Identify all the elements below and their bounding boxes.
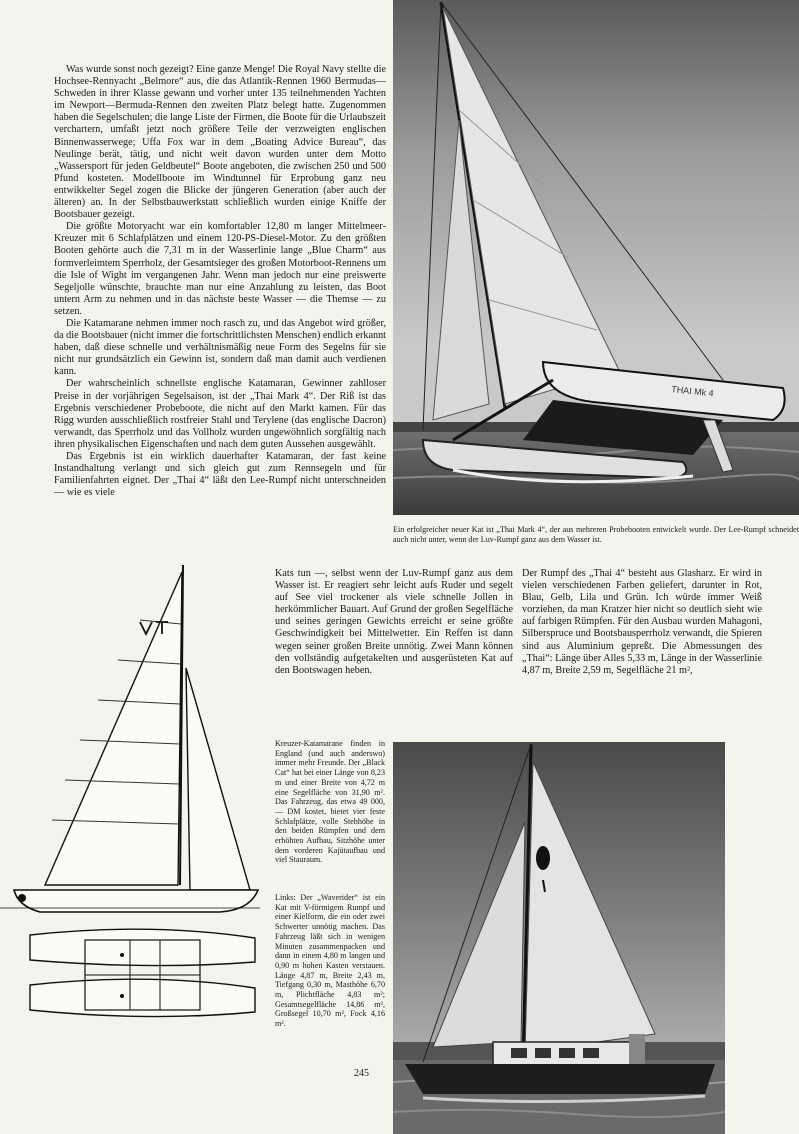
- paragraph-3: Die Katamarane nehmen immer noch rasch zu, und das Angebot wird größer, da die Bootsbauer (nicht immer die fortschrittlichsten Menschen) endlich erkannt haben, daß diese schnelle und verhältnismäßig neue Form des Segelns für sie nicht nur grundsätzlich ein Gewinn ist, sondern daß man damit auch verdienen kann.: [54, 317, 386, 378]
- drawing-waverider: [0, 560, 272, 1030]
- article-column-1: [54, 64, 386, 499]
- paragraph-col2: Kats tun —, selbst wenn der Luv-Rumpf ganz aus dem Wasser ist. Er reagiert sehr leicht aufs Ruder und segelt auf See viel trockener als viele schnelle Jollen in herkömmlicher Bauart. Auf Grund der großen Segelfläche und seines geringen Gewichts erreicht er seine größte Geschwindigkeit bei Mittelwetter. Ein Reffen ist dann wegen seiner großen Breite unnötig. Zwei Mann können den vollständig aufgetakelten und ausgerüsteten Kat auf den Bootswagen heben.: [275, 568, 513, 676]
- article-column-3: [522, 568, 762, 677]
- photo-black-cat: [393, 742, 725, 1134]
- caption-photo-top: Ein erfolgreicher neuer Kat ist „Thai Mark 4“, der aus mehreren Probebooten entwickelt wurde. Der Lee-Rumpf schneidet auch nicht unter, wenn der Luv-Rumpf ganz aus dem Wasser ist.: [393, 525, 799, 544]
- page-number: 245: [354, 1068, 369, 1079]
- paragraph-5: Das Ergebnis ist ein wirklich dauerhafter Katamaran, der fast keine Instandhaltung verlangt und sich gleich gut zum Rennsegeln und für Familienfahrten eignet. Der „Thai 4“ läßt den Lee-Rumpf nicht unterschneiden — wie es viele: [54, 451, 386, 499]
- paragraph-4: Der wahrscheinlich schnellste englische Katamaran, Gewinner zahlloser Preise in der vorjährigen Segelsaison, ist der „Thai Mark 4“. Der Riß ist das Ergebnis verschiedener Probeboote, die nicht auf den Markt kamen. Für das Rigg wurden ausschließlich rostfreier Stahl und Terylene (das englische Dacron) verwandt, das Sperrholz und das Vollholz wurden ungewöhnlich sorgfältig nach ihren physikalischen Eigenschaften und nach dem guten Aussehen ausgewählt.: [54, 378, 386, 450]
- caption-waverider: Links: Der „Waverider“ ist ein Kat mit V-förmigem Rumpf und einer Kielform, die ein oder zwei Schwerter unnötig machen. Das Fahrzeug läßt sich in wenigen Minuten zusammenpacken und dann in einem 4,80 m langen und 0,90 m hohen Kasten verstauen. Länge 4,87 m, Breite 2,43 m, Tiefgang 0,30 m, Masthöhe 6,70 m, Plichtfläche 4,83 m²; Gesamtsegelfläche 14,86 m², Großsegel 10,70 m², Fock 4,16 m².: [275, 893, 385, 1029]
- paragraph-col3: Der Rumpf des „Thai 4“ besteht aus Glasharz. Er wird in vielen verschiedenen Farben geliefert, darunter in Rot, Blau, Gelb, Lila und Grün. Ich würde immer Weiß vorziehen, da man Kratzer hier nicht so deutlich sieht wie auf farbigen Rümpfen. Für den Ausbau wurden Mahagoni, Silberspruce und Bootsbausperrholz verwandt, die Spieren sind aus Aluminium gepreßt. Die Abmessungen des „Thai“: Länge über Alles 5,33 m, Länge in der Wasserlinie 4,87 m, Breite 2,59 m, Segelfläche 21 m²,: [522, 568, 762, 676]
- article-column-2: [275, 568, 513, 677]
- photo-thai-mark-4: [393, 0, 799, 515]
- paragraph-1: Was wurde sonst noch gezeigt? Eine ganze Menge! Die Royal Navy stellte die Hochsee-Rennyacht „Belmore“ aus, die das Atlantik-Rennen 1960 Bermudas—Schweden in ihrer Klasse gewann und vorher unter 135 teilnehmenden Yachten im Newport—Bermuda-Rennen den zweiten Platz belegt hatte. Zugenommen haben die Segelschulen; die lange Liste der Firmen, die Boote für die Urlaubszeit verchartern, umfaßt jetzt noch größere Teile der verzweigten englischen Binnenwasserwege; Uffa Fox war in dem „Boating Advice Bureau“, das Neulinge berät, tätig, und nicht weit davon wurden unter dem Motto „Wassersport für jeden Geldbeutel“ Boote angeboten, die zwischen 250 und 500 Pfund kosteten. Modellboote im Windtunnel für Erprobung ganz neu entwikkelter Segel zogen die Blicke der jüngeren Generation (aber auch der älteren) an. In der Selbstbauwerkstatt schließlich wurden einige Kniffe der Bootsbauer gezeigt.: [54, 64, 386, 221]
- caption-kreuzer-katamarane: Kreuzer-Katamarane finden in England (und auch anderswo) immer mehr Freunde. Der „Black Cat“ hat bei einer Länge von 8,23 m und einer Breite von 4,72 m eine Segelfläche von 31,90 m². Das Fahrzeug, das etwa 49 000,— DM kostet, bietet vier feste Schlafplätze, volle Stehhöhe in den beiden Rümpfen und dem erhöhten Aufbau, Sitzhöhe unter dem vorderen Kajütaufbau und viel Stauraum.: [275, 739, 385, 865]
- paragraph-2: Die größte Motoryacht war ein komfortabler 12,80 m langer Mittelmeer-Kreuzer mit 6 Schlafplätzen und einem 120-PS-Diesel-Motor. Zu den größten Booten gehörte auch die 7,31 m in der Wasserlinie lange „Blue Charm“ aus formverleimtem Sperrholz, der Gesamtsieger des großen Motorboot-Rennens um die Isle of Wight im vergangenen Jahr. Wenn man jedoch nur eine preiswerte Segeljolle wünschte, brauchte man nur eine Anzahlung zu leisten, das Boot untern Arm zu nehmen und in das nächste beste Wasser — die Themse — zu setzen.: [54, 221, 386, 317]
- hull-lettering: THAI Mk 4: [670, 384, 715, 399]
